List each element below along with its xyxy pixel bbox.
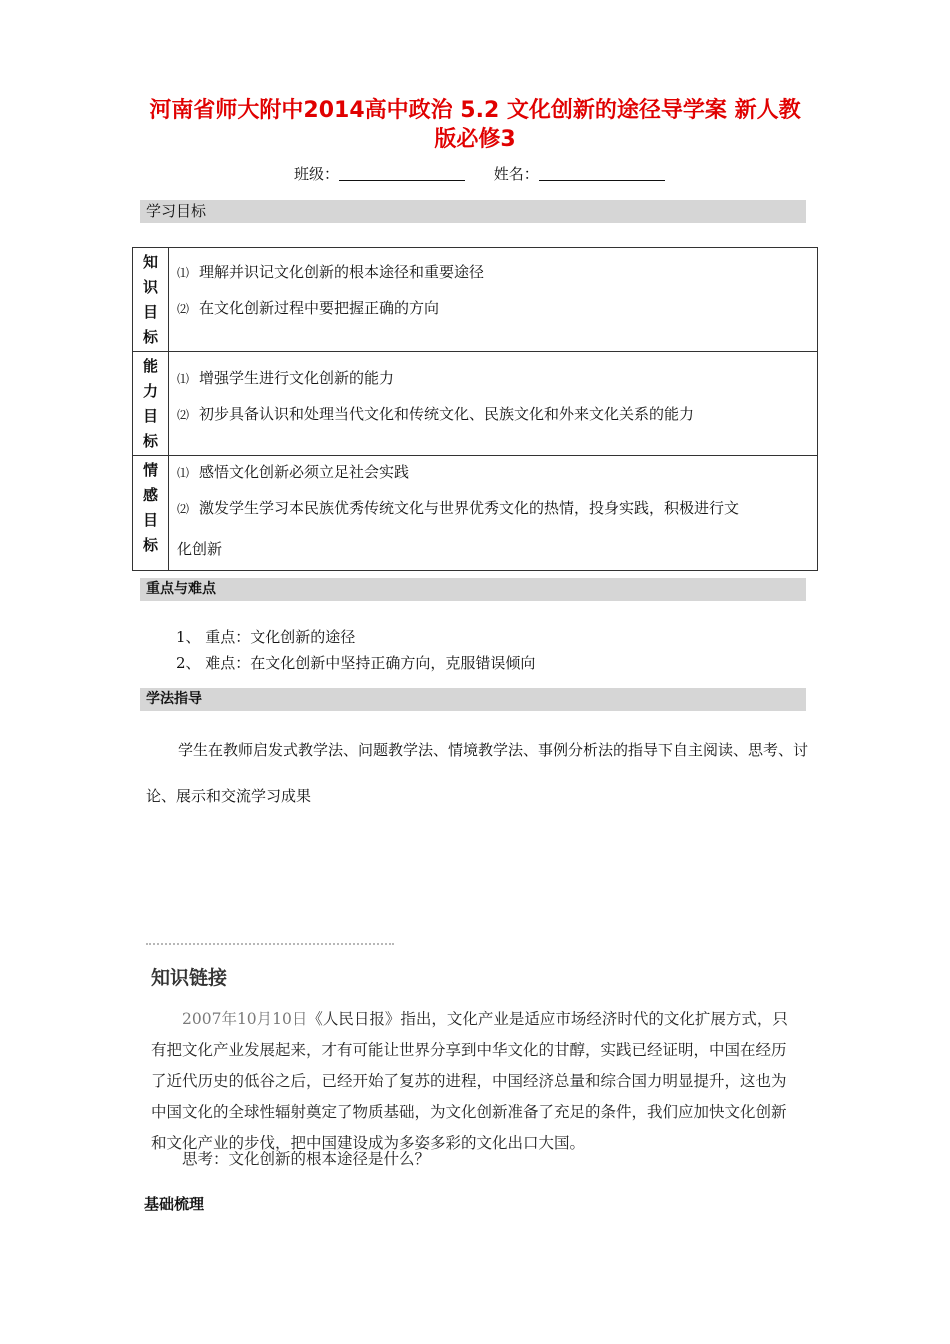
- list-item: [177, 403, 816, 424]
- objectives-table: [132, 247, 818, 571]
- item-text: 增强学生进行文化创新的能力: [199, 369, 395, 387]
- class-name-line: [294, 163, 689, 184]
- item-num: ⑴: [177, 372, 190, 386]
- section-header-method: 学法指导: [140, 688, 806, 711]
- name-label: 姓名：: [493, 165, 539, 183]
- list-item: [177, 497, 816, 518]
- section-basic-review: 基础梳理: [144, 1195, 205, 1213]
- item-text: 在文化创新过程中要把握正确的方向: [199, 299, 440, 317]
- name-blank[interactable]: [539, 166, 665, 181]
- list-item-continuation: 化创新: [177, 540, 223, 558]
- cat-char: 目: [142, 511, 158, 529]
- table-row: [133, 352, 818, 456]
- cat-char: 标: [142, 328, 158, 346]
- cat-char: 能: [142, 357, 158, 375]
- item-text: 激发学生学习本民族优秀传统文化与世界优秀文化的热情，投身实践，积极进行文: [199, 499, 740, 517]
- item-num: ⑴: [177, 266, 190, 280]
- cat-char: 力: [142, 382, 158, 400]
- item-num: ⑵: [177, 302, 190, 316]
- section-header-key-points: 重点与难点: [140, 578, 806, 601]
- cat-char: 情: [142, 461, 158, 479]
- item-text: 理解并识记文化创新的根本途径和重要途径: [199, 263, 485, 281]
- table-row: [133, 456, 818, 571]
- knowledge-link-paragraph: [151, 1004, 801, 1159]
- cat-char: 识: [142, 278, 158, 296]
- table-row: [133, 248, 818, 352]
- item-text: 初步具备认识和处理当代文化和传统文化、民族文化和外来文化关系的能力: [199, 405, 695, 423]
- class-blank[interactable]: [339, 166, 465, 181]
- class-label: 班级：: [294, 165, 340, 183]
- knowledge-link-title: 知识链接: [151, 967, 228, 989]
- list-item: [177, 261, 816, 282]
- category-knowledge: [133, 248, 169, 352]
- item-num: ⑵: [177, 502, 190, 516]
- cat-char: 标: [142, 536, 158, 554]
- paragraph-text: 《人民日报》指出，文化产业是适应市场经济时代的文化扩展方式，只有把文化产业发展起来，才有可能让世界分享到中华文化的甘醇，实践已经证明，中国在经历了近代历史的低谷之后，已经开始了复苏的进程，中国经济总量和综合国力明显提升，这也为中国文化的全球性辐射奠定了物质基础，为文化创新准备了充足的条件，我们应加快文化创新和文化产业的步伐，把中国建设成为多姿多彩的文化出口大国。: [151, 1010, 788, 1152]
- list-item: 1、 重点：文化创新的途径: [176, 628, 356, 646]
- items-emotion: [169, 456, 818, 571]
- category-ability: [133, 352, 169, 456]
- items-knowledge: [169, 248, 818, 352]
- page-title: [100, 96, 850, 154]
- cat-char: 知: [142, 253, 158, 271]
- title-line-2: 版必修3: [434, 127, 516, 152]
- section-header-goals: 学习目标: [140, 200, 806, 223]
- item-num: ⑵: [177, 408, 190, 422]
- scan-artifact: [146, 943, 394, 949]
- item-text: 感悟文化创新必须立足社会实践: [199, 463, 410, 481]
- cat-char: 目: [142, 407, 158, 425]
- items-ability: [169, 352, 818, 456]
- key-points-list: [176, 624, 535, 676]
- question-text: 思考：文化创新的根本途径是什么？: [182, 1150, 431, 1168]
- list-item: [177, 461, 816, 482]
- category-emotion: [133, 456, 169, 571]
- date-text: 2007年10月10日: [182, 1010, 308, 1028]
- list-item: 2、 难点：在文化创新中坚持正确方向，克服错误倾向: [176, 654, 536, 672]
- cat-char: 目: [142, 303, 158, 321]
- item-num: ⑴: [177, 466, 190, 480]
- list-item: [177, 367, 816, 388]
- cat-char: 感: [142, 486, 158, 504]
- list-item: [177, 297, 816, 318]
- title-line-1: 河南省师大附中2014高中政治 5.2 文化创新的途径导学案 新人教: [149, 98, 801, 123]
- cat-char: 标: [142, 432, 158, 450]
- method-paragraph: 学生在教师启发式教学法、问题教学法、情境教学法、事例分析法的指导下自主阅读、思考、讨论、展示和交流学习成果: [146, 741, 809, 805]
